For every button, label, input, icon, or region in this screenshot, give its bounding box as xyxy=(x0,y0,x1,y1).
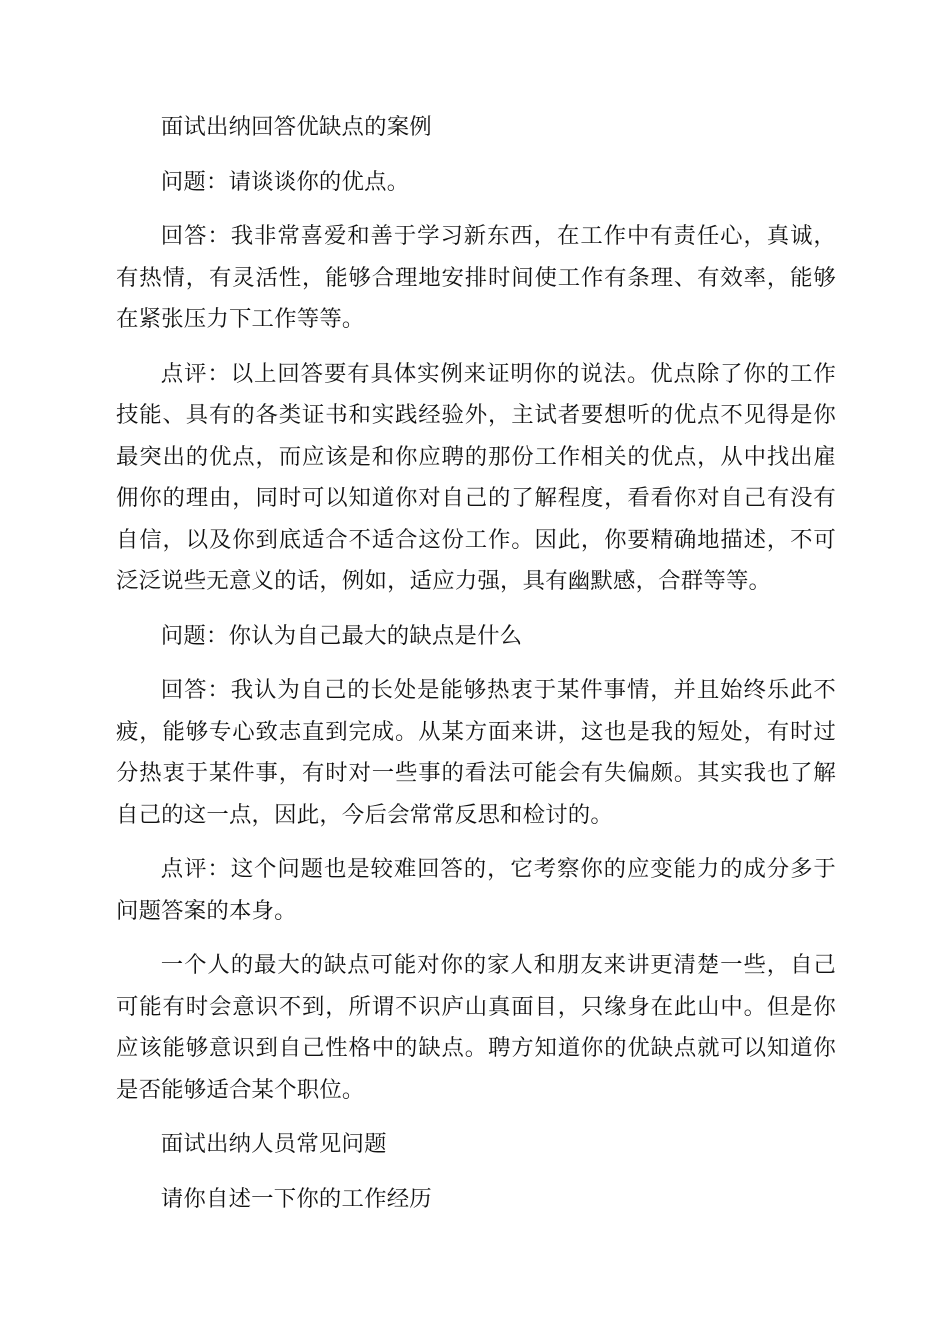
answer-weakness: 回答：我认为自己的长处是能够热衷于某件事情，并且始终乐此不疲，能够专心致志直到完成。从某方面来讲，这也是我的短处，有时过分热衷于某件事，有时对一些事的看法可能会有失偏颇。其实我也了解自己的这一点，因此，今后会常常反思和检讨的。 xyxy=(116,677,836,828)
weakness-explanation: 一个人的最大的缺点可能对你的家人和朋友来讲更清楚一些，自己可能有时会意识不到，所谓不识庐山真面目，只缘身在此山中。但是你应该能够意识到自己性格中的缺点。聘方知道你的优缺点就可以知道你是否能够适合某个职位。 xyxy=(116,952,836,1103)
section-heading-common-questions: 面试出纳人员常见问题 xyxy=(160,1131,387,1157)
question-work-experience: 请你自述一下你的工作经历 xyxy=(160,1185,432,1212)
answer-strengths: 回答：我非常喜爱和善于学习新东西，在工作中有责任心，真诚，有热情，有灵活性，能够合理地安排时间使工作有条理、有效率，能够在紧张压力下工作等等。 xyxy=(116,223,836,332)
question-weakness: 问题：你认为自己最大的缺点是什么 xyxy=(160,622,523,649)
document-title: 面试出纳回答优缺点的案例 xyxy=(160,114,432,140)
comment-weakness: 点评：这个问题也是较难回答的，它考察你的应变能力的成分多于问题答案的本身。 xyxy=(116,856,836,924)
comment-strengths: 点评：以上回答要有具体实例来证明你的说法。优点除了你的工作技能、具有的各类证书和实践经验外，主试者要想听的优点不见得是你最突出的优点，而应该是和你应聘的那份工作相关的优点，从中找出雇佣你的理由，同时可以知道你对自己的了解程度，看看你对自己有没有自信，以及你到底适合不适合这份工作。因此，你要精确地描述，不可泛泛说些无意义的话，例如，适应力强，具有幽默感，合群等等。 xyxy=(116,360,836,594)
question-strengths: 问题：请谈谈你的优点。 xyxy=(160,168,410,195)
